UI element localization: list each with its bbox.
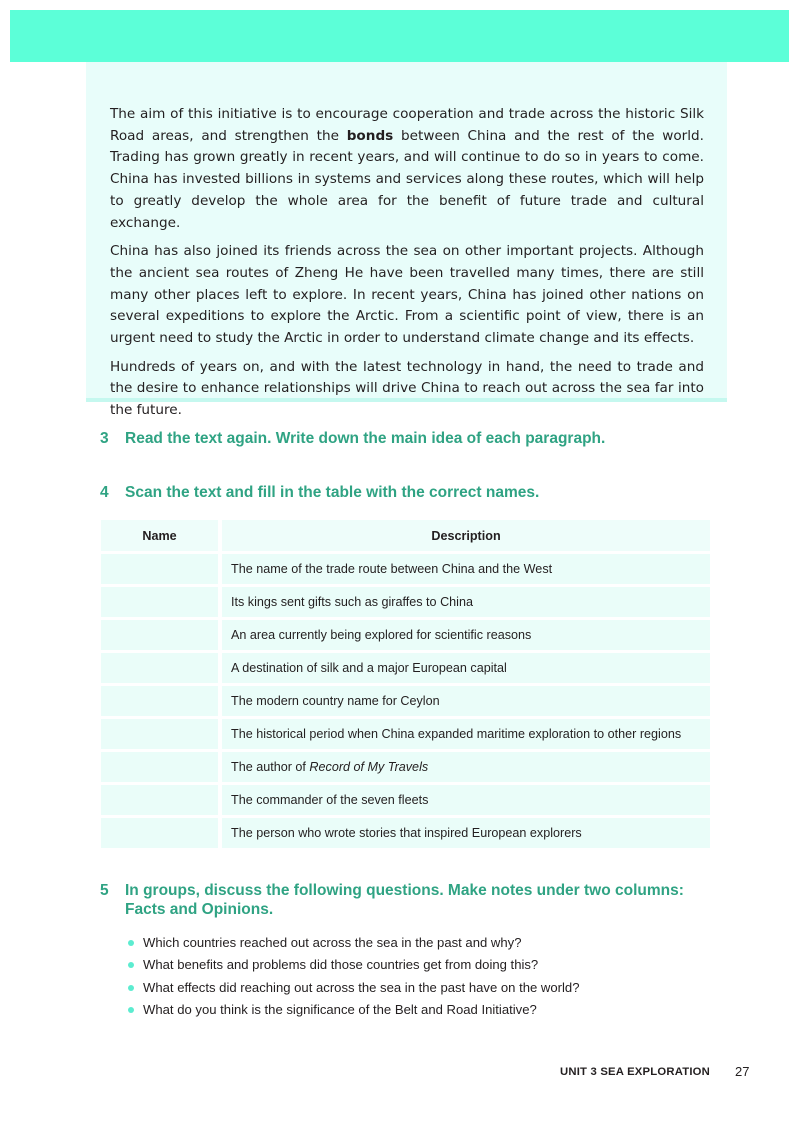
- description-cell: The person who wrote stories that inspired European explorers: [220, 817, 710, 850]
- question-text: What benefits and problems did those countries get from doing this?: [143, 957, 539, 973]
- description-cell: [220, 751, 710, 784]
- header-name: Name: [101, 520, 220, 553]
- description-cell: The name of the trade route between China and the West: [220, 553, 710, 586]
- reading-passage: [110, 104, 704, 429]
- names-table: [101, 520, 710, 851]
- description-cell: Its kings sent gifts such as giraffes to China: [220, 586, 710, 619]
- book-title: Record of My Travels: [309, 760, 429, 774]
- name-cell[interactable]: [101, 619, 220, 652]
- task-3-instruction: Read the text again. Write down the main idea of each paragraph.: [125, 430, 606, 447]
- task-4-number: 4: [100, 484, 109, 501]
- list-item: [128, 977, 579, 999]
- table-row: [101, 586, 710, 619]
- bullet-dot-icon: [128, 1007, 134, 1013]
- task-5-instruction: In groups, discuss the following questions. Make notes under two columns: Facts and Opinions.: [125, 882, 684, 918]
- vocab-bonds: bonds: [346, 127, 394, 144]
- table-header-row: [101, 520, 710, 553]
- paragraph-1-text-b: between China and the rest of the world. Trading has grown greatly in recent years, and will continue to do so in years to come. China has invested billions in systems and services along these routes, which will help to greatly develop the whole area for the benefit of future trade and cultural exchange.: [110, 127, 704, 231]
- name-cell[interactable]: [101, 586, 220, 619]
- table-row: [101, 553, 710, 586]
- paragraph-3: Hundreds of years on, and with the latest technology in hand, the need to trade and the desire to enhance relationships will drive China to reach out across the sea far into the future.: [110, 358, 704, 419]
- table-row: [101, 652, 710, 685]
- table-row: [101, 718, 710, 751]
- table-row: [101, 784, 710, 817]
- list-item: [128, 954, 579, 976]
- description-cell: The historical period when China expanded maritime exploration to other regions: [220, 718, 710, 751]
- name-cell[interactable]: [101, 817, 220, 850]
- table-row: [101, 751, 710, 784]
- description-cell: A destination of silk and a major European capital: [220, 652, 710, 685]
- name-cell[interactable]: [101, 718, 220, 751]
- name-cell[interactable]: [101, 685, 220, 718]
- paragraph-1: [110, 104, 704, 234]
- bullet-dot-icon: [128, 940, 134, 946]
- unit-label: UNIT 3 SEA EXPLORATION: [560, 1066, 711, 1078]
- description-cell: The commander of the seven fleets: [220, 784, 710, 817]
- task-5-number: 5: [100, 882, 109, 899]
- list-item: [128, 999, 579, 1021]
- paragraph-1-text-a: The aim of this initiative is to encourage cooperation and trade across the historic Silk Road areas, and strengthen the: [110, 106, 704, 144]
- name-cell[interactable]: [101, 652, 220, 685]
- description-text: The author of: [231, 760, 310, 774]
- bullet-dot-icon: [128, 985, 134, 991]
- name-cell[interactable]: [101, 784, 220, 817]
- description-cell: The modern country name for Ceylon: [220, 685, 710, 718]
- question-text: What do you think is the significance of the Belt and Road Initiative?: [143, 1001, 537, 1017]
- name-cell[interactable]: [101, 751, 220, 784]
- task-4-instruction: Scan the text and fill in the table with the correct names.: [125, 484, 540, 501]
- list-item: [128, 932, 579, 954]
- discussion-questions: [128, 932, 579, 1021]
- paragraph-2: China has also joined its friends across the sea on other important projects. Although the ancient sea routes of Zheng He have been travelled many times, there are still many other places left to explore. In recent years, China has joined other nations on several expeditions to explore the Arctic. From a scientific point of view, there is an urgent need to study the Arctic in order to understand climate change and its effects.: [110, 243, 704, 347]
- table-row: [101, 817, 710, 850]
- header-band: [10, 10, 789, 62]
- header-description: Description: [220, 520, 710, 553]
- name-cell[interactable]: [101, 553, 220, 586]
- page-number: 27: [735, 1064, 750, 1079]
- table-row: [101, 619, 710, 652]
- task-3-number: 3: [100, 430, 109, 447]
- question-text: Which countries reached out across the sea in the past and why?: [143, 935, 522, 950]
- bullet-dot-icon: [128, 962, 134, 968]
- description-cell: An area currently being explored for scientific reasons: [220, 619, 710, 652]
- table-row: [101, 685, 710, 718]
- question-text: What effects did reaching out across the sea in the past have on the world?: [143, 979, 580, 995]
